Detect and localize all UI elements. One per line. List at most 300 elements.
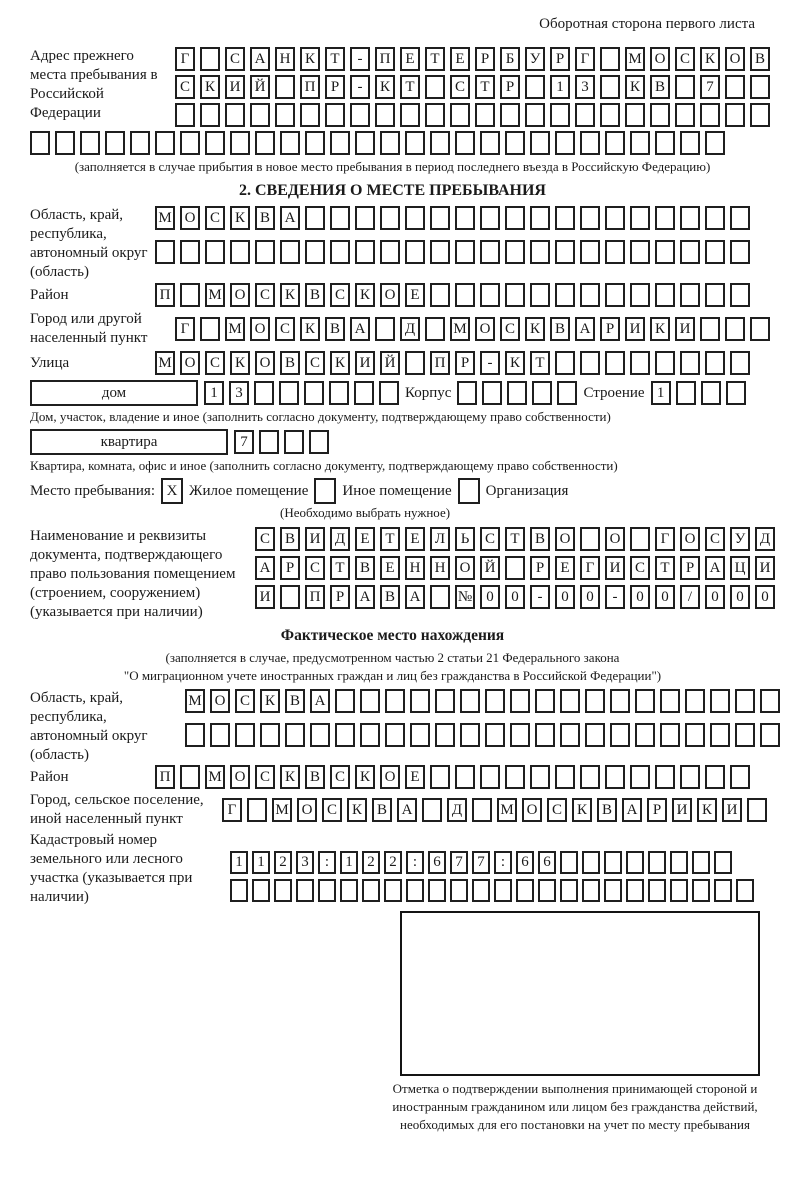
char-cell[interactable]: Б (500, 47, 520, 71)
char-cell[interactable]: 2 (362, 851, 380, 874)
char-cell[interactable] (725, 103, 745, 127)
char-cell[interactable]: И (755, 556, 775, 580)
char-cell[interactable]: 1 (340, 851, 358, 874)
char-cell[interactable]: Е (555, 556, 575, 580)
char-cell[interactable] (530, 131, 550, 155)
char-cell[interactable] (362, 879, 380, 902)
char-cell[interactable] (260, 723, 280, 747)
char-cell[interactable] (430, 585, 450, 609)
char-cell[interactable]: П (155, 765, 175, 789)
char-cell[interactable]: О (210, 689, 230, 713)
char-cell[interactable]: 1 (550, 75, 570, 99)
char-cell[interactable]: 0 (580, 585, 600, 609)
char-cell[interactable] (692, 879, 710, 902)
char-cell[interactable]: М (155, 206, 175, 230)
char-cell[interactable] (405, 351, 425, 375)
char-cell[interactable] (555, 131, 575, 155)
char-cell[interactable] (750, 103, 770, 127)
char-cell[interactable]: К (300, 47, 320, 71)
char-cell[interactable] (516, 879, 534, 902)
char-cell[interactable]: 0 (480, 585, 500, 609)
char-cell[interactable]: И (722, 798, 742, 822)
char-cell[interactable] (555, 765, 575, 789)
char-cell[interactable]: И (605, 556, 625, 580)
char-cell[interactable] (425, 317, 445, 341)
char-cell[interactable]: Р (680, 556, 700, 580)
char-cell[interactable] (380, 206, 400, 230)
char-cell[interactable]: О (380, 283, 400, 307)
char-cell[interactable] (530, 206, 550, 230)
char-cell[interactable] (428, 879, 446, 902)
char-cell[interactable] (532, 381, 552, 405)
char-cell[interactable] (530, 283, 550, 307)
char-cell[interactable]: К (650, 317, 670, 341)
char-cell[interactable]: К (355, 765, 375, 789)
char-cell[interactable]: А (310, 689, 330, 713)
char-cell[interactable]: К (355, 283, 375, 307)
char-cell[interactable]: М (450, 317, 470, 341)
char-cell[interactable]: М (205, 283, 225, 307)
char-cell[interactable] (580, 131, 600, 155)
char-cell[interactable] (430, 283, 450, 307)
char-cell[interactable]: С (450, 75, 470, 99)
char-cell[interactable] (630, 131, 650, 155)
char-cell[interactable]: С (630, 556, 650, 580)
char-cell[interactable] (482, 381, 502, 405)
char-cell[interactable] (380, 240, 400, 264)
char-cell[interactable] (705, 351, 725, 375)
char-cell[interactable]: Т (655, 556, 675, 580)
char-cell[interactable]: Т (325, 47, 345, 71)
char-cell[interactable] (705, 206, 725, 230)
char-cell[interactable]: О (297, 798, 317, 822)
char-cell[interactable]: П (300, 75, 320, 99)
char-cell[interactable] (555, 206, 575, 230)
char-cell[interactable]: Р (475, 47, 495, 71)
char-cell[interactable]: К (330, 351, 350, 375)
char-cell[interactable] (735, 689, 755, 713)
char-cell[interactable]: Р (600, 317, 620, 341)
char-cell[interactable] (505, 206, 525, 230)
char-cell[interactable] (685, 723, 705, 747)
char-cell[interactable]: С (275, 317, 295, 341)
char-cell[interactable]: Д (330, 527, 350, 551)
char-cell[interactable]: 1 (252, 851, 270, 874)
char-cell[interactable] (505, 283, 525, 307)
char-cell[interactable]: К (572, 798, 592, 822)
char-cell[interactable]: / (680, 585, 700, 609)
char-cell[interactable] (252, 879, 270, 902)
char-cell[interactable]: В (280, 527, 300, 551)
char-cell[interactable]: И (355, 351, 375, 375)
char-cell[interactable] (630, 240, 650, 264)
char-cell[interactable]: 3 (575, 75, 595, 99)
char-cell[interactable] (480, 206, 500, 230)
char-cell[interactable] (309, 430, 329, 454)
char-cell[interactable] (385, 689, 405, 713)
char-cell[interactable] (676, 381, 696, 405)
char-cell[interactable]: К (260, 689, 280, 713)
char-cell[interactable] (455, 283, 475, 307)
char-cell[interactable] (405, 206, 425, 230)
char-cell[interactable]: Н (405, 556, 425, 580)
char-cell[interactable] (630, 206, 650, 230)
char-cell[interactable] (205, 240, 225, 264)
char-cell[interactable]: 6 (516, 851, 534, 874)
char-cell[interactable]: В (255, 206, 275, 230)
char-cell[interactable]: - (350, 75, 370, 99)
char-cell[interactable] (525, 75, 545, 99)
char-cell[interactable] (355, 240, 375, 264)
char-cell[interactable]: Г (222, 798, 242, 822)
char-cell[interactable] (305, 206, 325, 230)
char-cell[interactable] (180, 131, 200, 155)
char-cell[interactable] (455, 206, 475, 230)
char-cell[interactable]: - (480, 351, 500, 375)
char-cell[interactable] (630, 765, 650, 789)
char-cell[interactable] (538, 879, 556, 902)
char-cell[interactable]: О (455, 556, 475, 580)
char-cell[interactable]: - (530, 585, 550, 609)
char-cell[interactable] (655, 283, 675, 307)
char-cell[interactable] (660, 723, 680, 747)
char-cell[interactable]: С (235, 689, 255, 713)
char-cell[interactable] (604, 879, 622, 902)
char-cell[interactable] (605, 283, 625, 307)
char-cell[interactable] (185, 723, 205, 747)
char-cell[interactable] (330, 206, 350, 230)
char-cell[interactable]: О (522, 798, 542, 822)
char-cell[interactable]: О (250, 317, 270, 341)
char-cell[interactable]: И (625, 317, 645, 341)
char-cell[interactable]: К (697, 798, 717, 822)
char-cell[interactable] (360, 723, 380, 747)
char-cell[interactable] (430, 240, 450, 264)
char-cell[interactable] (685, 689, 705, 713)
char-cell[interactable]: М (155, 351, 175, 375)
char-cell[interactable]: В (280, 351, 300, 375)
char-cell[interactable] (330, 131, 350, 155)
char-cell[interactable]: 6 (428, 851, 446, 874)
stay-option-organization-checkbox[interactable] (458, 478, 480, 504)
char-cell[interactable] (635, 689, 655, 713)
char-cell[interactable]: : (406, 851, 424, 874)
char-cell[interactable] (406, 879, 424, 902)
char-cell[interactable] (485, 689, 505, 713)
char-cell[interactable] (105, 131, 125, 155)
char-cell[interactable] (605, 131, 625, 155)
char-cell[interactable]: А (397, 798, 417, 822)
char-cell[interactable] (580, 283, 600, 307)
char-cell[interactable] (705, 765, 725, 789)
char-cell[interactable]: Р (530, 556, 550, 580)
char-cell[interactable] (305, 131, 325, 155)
char-cell[interactable] (505, 131, 525, 155)
char-cell[interactable] (600, 103, 620, 127)
char-cell[interactable] (55, 131, 75, 155)
char-cell[interactable] (475, 103, 495, 127)
char-cell[interactable]: С (547, 798, 567, 822)
char-cell[interactable]: А (405, 585, 425, 609)
char-cell[interactable]: 7 (472, 851, 490, 874)
char-cell[interactable] (494, 879, 512, 902)
char-cell[interactable]: 0 (505, 585, 525, 609)
char-cell[interactable] (250, 103, 270, 127)
char-cell[interactable] (80, 131, 100, 155)
char-cell[interactable]: О (255, 351, 275, 375)
char-cell[interactable] (648, 879, 666, 902)
char-cell[interactable]: М (497, 798, 517, 822)
char-cell[interactable]: - (350, 47, 370, 71)
char-cell[interactable]: Й (380, 351, 400, 375)
char-cell[interactable] (630, 283, 650, 307)
char-cell[interactable] (701, 381, 721, 405)
char-cell[interactable]: Л (430, 527, 450, 551)
char-cell[interactable] (310, 723, 330, 747)
char-cell[interactable]: С (480, 527, 500, 551)
char-cell[interactable] (730, 206, 750, 230)
char-cell[interactable] (726, 381, 746, 405)
char-cell[interactable]: А (575, 317, 595, 341)
char-cell[interactable] (472, 879, 490, 902)
char-cell[interactable] (610, 689, 630, 713)
char-cell[interactable] (530, 240, 550, 264)
char-cell[interactable] (655, 240, 675, 264)
char-cell[interactable] (585, 723, 605, 747)
char-cell[interactable] (680, 131, 700, 155)
char-cell[interactable] (730, 240, 750, 264)
char-cell[interactable] (670, 851, 688, 874)
char-cell[interactable] (670, 879, 688, 902)
char-cell[interactable]: М (272, 798, 292, 822)
char-cell[interactable] (285, 723, 305, 747)
char-cell[interactable]: Т (505, 527, 525, 551)
char-cell[interactable] (630, 351, 650, 375)
char-cell[interactable]: Т (330, 556, 350, 580)
char-cell[interactable] (430, 765, 450, 789)
char-cell[interactable]: О (380, 765, 400, 789)
char-cell[interactable] (354, 381, 374, 405)
char-cell[interactable] (505, 556, 525, 580)
char-cell[interactable]: П (155, 283, 175, 307)
char-cell[interactable] (385, 723, 405, 747)
char-cell[interactable]: Ь (455, 527, 475, 551)
char-cell[interactable]: С (225, 47, 245, 71)
char-cell[interactable]: : (318, 851, 336, 874)
char-cell[interactable]: К (375, 75, 395, 99)
char-cell[interactable] (585, 689, 605, 713)
char-cell[interactable]: 0 (655, 585, 675, 609)
char-cell[interactable]: Д (400, 317, 420, 341)
char-cell[interactable]: М (225, 317, 245, 341)
char-cell[interactable] (175, 103, 195, 127)
char-cell[interactable]: С (175, 75, 195, 99)
char-cell[interactable]: Р (330, 585, 350, 609)
char-cell[interactable] (500, 103, 520, 127)
char-cell[interactable]: К (525, 317, 545, 341)
char-cell[interactable]: Т (530, 351, 550, 375)
char-cell[interactable] (580, 351, 600, 375)
char-cell[interactable]: С (500, 317, 520, 341)
char-cell[interactable]: Й (250, 75, 270, 99)
char-cell[interactable] (274, 879, 292, 902)
char-cell[interactable]: В (325, 317, 345, 341)
char-cell[interactable] (235, 723, 255, 747)
char-cell[interactable]: К (700, 47, 720, 71)
char-cell[interactable] (450, 103, 470, 127)
char-cell[interactable] (582, 879, 600, 902)
char-cell[interactable]: Е (405, 283, 425, 307)
char-cell[interactable] (318, 879, 336, 902)
char-cell[interactable] (180, 765, 200, 789)
char-cell[interactable]: Р (280, 556, 300, 580)
char-cell[interactable]: С (255, 527, 275, 551)
char-cell[interactable]: 0 (705, 585, 725, 609)
stay-option-residential-checkbox[interactable]: X (161, 478, 183, 504)
char-cell[interactable] (550, 103, 570, 127)
char-cell[interactable]: Ц (730, 556, 750, 580)
char-cell[interactable]: В (650, 75, 670, 99)
char-cell[interactable]: К (230, 206, 250, 230)
char-cell[interactable] (255, 240, 275, 264)
char-cell[interactable] (205, 131, 225, 155)
char-cell[interactable] (630, 527, 650, 551)
char-cell[interactable]: И (255, 585, 275, 609)
char-cell[interactable]: Р (647, 798, 667, 822)
char-cell[interactable]: Р (500, 75, 520, 99)
char-cell[interactable] (230, 131, 250, 155)
char-cell[interactable]: С (705, 527, 725, 551)
char-cell[interactable] (30, 131, 50, 155)
char-cell[interactable]: А (355, 585, 375, 609)
char-cell[interactable] (130, 131, 150, 155)
char-cell[interactable]: Д (447, 798, 467, 822)
char-cell[interactable]: С (330, 283, 350, 307)
char-cell[interactable] (230, 879, 248, 902)
char-cell[interactable]: К (230, 351, 250, 375)
char-cell[interactable] (480, 765, 500, 789)
char-cell[interactable] (725, 317, 745, 341)
char-cell[interactable] (284, 430, 304, 454)
char-cell[interactable]: В (372, 798, 392, 822)
char-cell[interactable]: В (305, 283, 325, 307)
char-cell[interactable] (730, 765, 750, 789)
char-cell[interactable] (430, 131, 450, 155)
char-cell[interactable]: К (280, 283, 300, 307)
char-cell[interactable] (600, 75, 620, 99)
char-cell[interactable]: С (255, 283, 275, 307)
char-cell[interactable] (155, 240, 175, 264)
char-cell[interactable] (472, 798, 492, 822)
char-cell[interactable] (329, 381, 349, 405)
char-cell[interactable] (555, 240, 575, 264)
char-cell[interactable]: Т (425, 47, 445, 71)
char-cell[interactable]: С (305, 351, 325, 375)
char-cell[interactable] (692, 851, 710, 874)
char-cell[interactable] (280, 131, 300, 155)
char-cell[interactable]: В (550, 317, 570, 341)
char-cell[interactable] (384, 879, 402, 902)
char-cell[interactable]: Г (655, 527, 675, 551)
char-cell[interactable] (480, 240, 500, 264)
char-cell[interactable]: Г (175, 47, 195, 71)
char-cell[interactable] (425, 75, 445, 99)
char-cell[interactable] (455, 240, 475, 264)
char-cell[interactable] (304, 381, 324, 405)
char-cell[interactable]: А (250, 47, 270, 71)
char-cell[interactable]: Г (575, 47, 595, 71)
char-cell[interactable] (247, 798, 267, 822)
char-cell[interactable]: Е (355, 527, 375, 551)
char-cell[interactable]: В (285, 689, 305, 713)
char-cell[interactable]: 6 (538, 851, 556, 874)
char-cell[interactable] (275, 75, 295, 99)
char-cell[interactable]: А (350, 317, 370, 341)
char-cell[interactable] (557, 381, 577, 405)
char-cell[interactable]: 0 (555, 585, 575, 609)
char-cell[interactable] (760, 689, 780, 713)
char-cell[interactable] (505, 240, 525, 264)
char-cell[interactable]: О (180, 351, 200, 375)
char-cell[interactable] (560, 879, 578, 902)
char-cell[interactable] (700, 103, 720, 127)
char-cell[interactable] (714, 879, 732, 902)
char-cell[interactable]: О (650, 47, 670, 71)
char-cell[interactable] (725, 75, 745, 99)
char-cell[interactable]: Е (405, 765, 425, 789)
char-cell[interactable]: П (305, 585, 325, 609)
char-cell[interactable] (710, 689, 730, 713)
char-cell[interactable]: А (280, 206, 300, 230)
char-cell[interactable]: 0 (730, 585, 750, 609)
char-cell[interactable] (700, 317, 720, 341)
char-cell[interactable] (705, 131, 725, 155)
char-cell[interactable]: О (680, 527, 700, 551)
char-cell[interactable] (525, 103, 545, 127)
char-cell[interactable]: 2 (384, 851, 402, 874)
char-cell[interactable] (575, 103, 595, 127)
char-cell[interactable]: О (180, 206, 200, 230)
char-cell[interactable]: Р (325, 75, 345, 99)
char-cell[interactable] (379, 381, 399, 405)
char-cell[interactable]: О (230, 765, 250, 789)
char-cell[interactable] (650, 103, 670, 127)
char-cell[interactable] (735, 723, 755, 747)
char-cell[interactable] (425, 103, 445, 127)
char-cell[interactable]: 0 (755, 585, 775, 609)
char-cell[interactable]: Н (275, 47, 295, 71)
char-cell[interactable]: 1 (651, 381, 671, 405)
char-cell[interactable] (580, 765, 600, 789)
char-cell[interactable] (605, 206, 625, 230)
char-cell[interactable] (535, 689, 555, 713)
char-cell[interactable]: Т (475, 75, 495, 99)
char-cell[interactable]: 7 (700, 75, 720, 99)
char-cell[interactable] (560, 851, 578, 874)
char-cell[interactable]: К (200, 75, 220, 99)
char-cell[interactable]: С (330, 765, 350, 789)
char-cell[interactable]: : (494, 851, 512, 874)
char-cell[interactable] (560, 689, 580, 713)
char-cell[interactable] (279, 381, 299, 405)
char-cell[interactable]: В (355, 556, 375, 580)
char-cell[interactable] (600, 47, 620, 71)
char-cell[interactable]: М (205, 765, 225, 789)
char-cell[interactable] (280, 240, 300, 264)
char-cell[interactable]: У (525, 47, 545, 71)
char-cell[interactable] (555, 283, 575, 307)
char-cell[interactable] (625, 103, 645, 127)
